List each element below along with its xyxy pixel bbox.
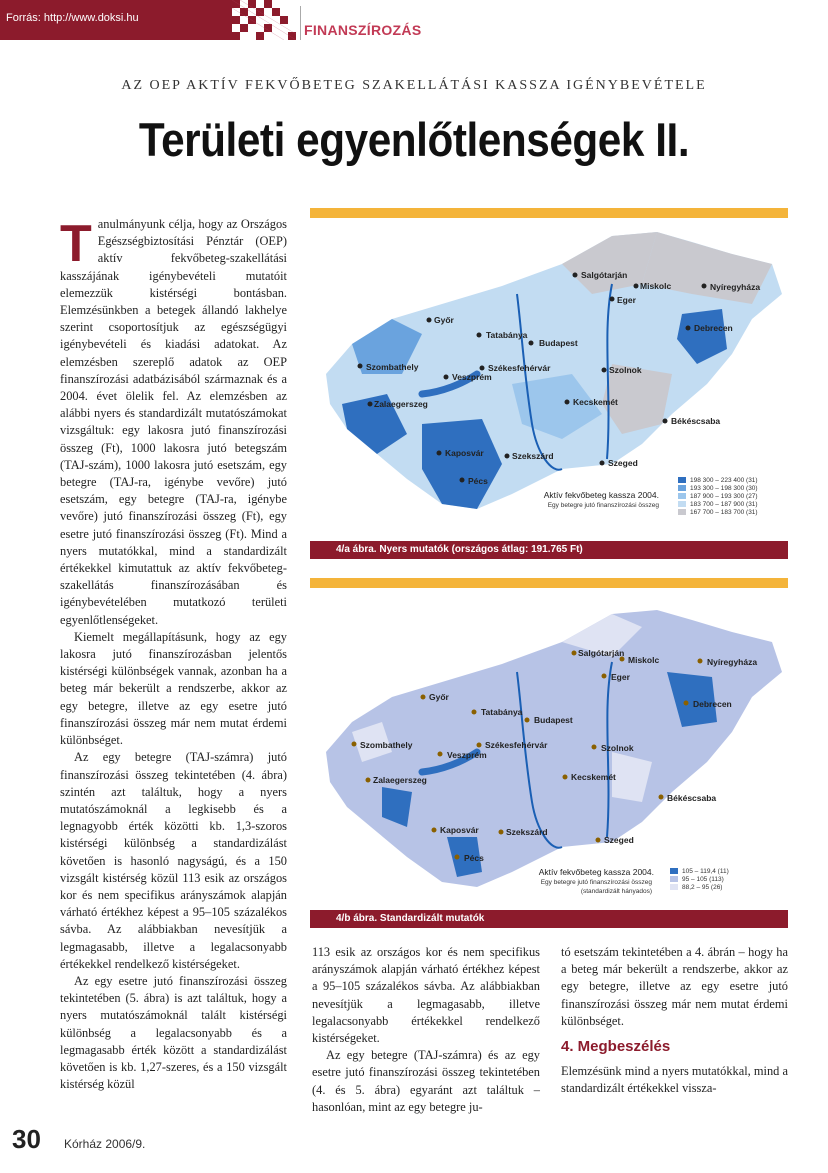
svg-text:Szeged: Szeged [608,458,638,468]
svg-text:Békéscsaba: Békéscsaba [671,416,721,426]
map-b-legend [670,868,729,891]
map-figure-b [312,602,788,900]
svg-text:Pécs: Pécs [464,853,484,863]
svg-text:Eger: Eger [611,672,630,682]
map-a-note-title: Aktív fekvőbeteg kassza 2004. [543,490,659,500]
svg-text:Kecskemét: Kecskemét [571,772,616,782]
source-label: Forrás: http://www.doksi.hu [6,12,139,24]
paragraph-continued: 113 esik az országos kor és nem specifikus arányszámok alapján várható értékhez képest a 95–105 százalékos sávba. Az alábbiakban nevesítjük a legmagasabb, illetve legalacsonyabb értékekkel rendelkező kistérségeket. [312,945,540,1046]
paragraph-per-case: Az egy esetre jutó finanszírozási összeg tekintetében (5. ábra) is azt találtuk, hogy a nyers mutatószámoknál talált kistérségi különbség a legalacsonyabb és a legmagasabb érték között a standardizálást követően is kb. 1,27-szeres, és a 150 vizsgált kistérség közül [60,973,287,1092]
paragraph-conclusion: tó esetszám tekintetében a 4. ábrán – hogy ha a beteg már bekerült a rendszerbe, akkor az egy betegre, illetve az egy esetre jutó finanszírozási összeg már nem mutat érdemi különbséget. [561,945,788,1028]
svg-text:Salgótarján: Salgótarján [581,270,628,280]
magazine-name: Kórház 2006/9. [64,1137,146,1151]
header-divider [300,6,301,40]
svg-text:Veszprém: Veszprém [447,750,487,760]
svg-text:Székesfehérvár: Székesfehérvár [488,363,551,373]
svg-text:193 300 – 198 300 (30): 193 300 – 198 300 (30) [690,485,758,492]
svg-text:Szombathely: Szombathely [366,362,419,372]
svg-text:Szombathely: Szombathely [360,740,413,750]
svg-text:Győr: Győr [429,692,449,702]
svg-text:88,2 – 95 (26): 88,2 – 95 (26) [682,884,723,891]
paragraph-intro: anulmányunk célja, hogy az Országos Egészségbiztosítási Pénztár (OEP) aktív fekvőbeteg-szakellátási kasszájának igénybevételi mutatóit elemezzük kistérségi bontásban. Elemzésünkben a betegek állandó lakhelye szerint csoportosítjuk az egészségügyi igénybevételi és kiadási adatokat. Az elemzésben szereplő adatok az OEP finanszírozási adatbázisából származnak és a 2004. évet ölelik fel. Az elemzésben az alábbi nyers és standardizált mutatószámokat vizsgáltuk: egy lakosra jutó finanszírozási összeg (Ft), 1000 lakosra jutó betegszám (TAJ-szám), 1000 lakosra jutó esetszám, egy betegre (TAJ-ra, igénybe vevőre) jutó esetszám, egy betegre (TAJ-ra, igénybe vevőre) jutó finanszírozási összeg (Ft), egy esetre jutó finanszírozási összeg (Ft). Mind a nyers mutatókkal, mind a standardizált értékekkel kimutattuk az aktív fekvőbeteg-szakellátás finanszírozásában és igénybevételében mutatkozó területi egyenlőtlenségeket. [60,217,287,627]
svg-text:Győr: Győr [434,315,454,325]
article-title: Területi egyenlőtlenségek II. [138,113,690,166]
text-column-middle [312,944,540,1116]
svg-text:187 900 – 193 300 (27): 187 900 – 193 300 (27) [690,493,758,500]
svg-text:Szolnok: Szolnok [609,365,642,375]
svg-text:Tatabánya: Tatabánya [481,707,523,717]
svg-text:Eger: Eger [617,295,636,305]
svg-text:Székesfehérvár: Székesfehérvár [485,740,548,750]
figure-a-topbar [310,208,788,218]
svg-text:Szeged: Szeged [604,835,634,845]
svg-text:Veszprém: Veszprém [452,372,492,382]
drop-cap: T [60,215,92,273]
svg-text:Nyíregyháza: Nyíregyháza [707,657,758,667]
paragraph-combined: Az egy betegre (TAJ-számra) és az egy esetre jutó finanszírozási összeg tekintetében (4. és 5. ábra) egyaránt azt találtuk – hasonlóan, mint az egy betegre ju- [312,1048,540,1114]
section-label: FINANSZÍROZÁS [304,22,422,38]
svg-text:Nyíregyháza: Nyíregyháza [710,282,761,292]
svg-text:Budapest: Budapest [534,715,573,725]
svg-text:Salgótarján: Salgótarján [578,648,625,658]
map-b-note-title: Aktív fekvőbeteg kassza 2004. [538,867,654,877]
figure-a-caption: 4/a ábra. Nyers mutatók (országos átlag: 191.765 Ft) [310,541,788,559]
figure-b-caption: 4/b ábra. Standardizált mutatók [310,910,788,928]
page-number: 30 [12,1124,41,1154]
svg-text:Tatabánya: Tatabánya [486,330,528,340]
map-b-note-subtitle: Egy betegre jutó finanszírozási összeg [540,879,652,886]
svg-text:Budapest: Budapest [539,338,578,348]
svg-text:95 – 105 (113): 95 – 105 (113) [682,876,724,883]
map-a-note-subtitle: Egy betegre jutó finanszírozási összeg [547,502,659,509]
map-figure-a [312,224,788,534]
svg-text:183 700 – 187 900 (31): 183 700 – 187 900 (31) [690,501,758,508]
svg-text:105 – 119,4 (11): 105 – 119,4 (11) [682,868,729,875]
paragraph-finding: Kiemelt megállapításunk, hogy az egy lakosra jutó finanszírozásban jelentős kistérségi különbségek vannak, azonban ha a beteg már bekerült a rendszerbe, akkor az egy betegre, illetve az egy esetre jutó finanszírozási összeg már nem mutat érdemi különbséget. [60,629,287,748]
svg-text:Szekszárd: Szekszárd [506,827,548,837]
section-heading-discussion: 4. Megbeszélés [561,1038,671,1056]
text-column-right [561,944,788,1097]
svg-text:Zalaegerszeg: Zalaegerszeg [373,775,427,785]
article-kicker: AZ OEP AKTÍV FEKVŐBETEG SZAKELLÁTÁSI KASSZA IGÉNYBEVÉTELE [121,78,707,93]
svg-text:Debrecen: Debrecen [694,323,733,333]
map-a-legend [678,477,758,516]
svg-text:198 300 – 223 400 (31): 198 300 – 223 400 (31) [690,477,758,484]
paragraph-discussion: Elemzésünk mind a nyers mutatókkal, mind a standardizált értékekkel vissza- [561,1064,788,1096]
svg-text:Miskolc: Miskolc [628,655,660,665]
svg-text:Miskolc: Miskolc [640,281,672,291]
svg-text:Zalaegerszeg: Zalaegerszeg [374,399,428,409]
figure-b-topbar [310,578,788,588]
header-bar [0,0,232,40]
paragraph-per-patient: Az egy betegre (TAJ-számra) jutó finanszírozási összeg tekintetében (4. ábra) szintén azt találtuk, hogy a nyers mutatószámoknál a legkisebb és a legnagyobb érték közötti kb. 1,3-szoros kistérségi különbség a standardizálást követően is hasonló nagyságú, és a 150 vizsgált kistérség közül 113 esik az országos kor és nem specifikus arányszámok alapján várható értékhez képest a 95–105 százalékos sávba. Az alábbiakban nevesítjük a legmagasabb, illetve a legalacsonyabb értékekkel rendelkező kistérségeket. [60,750,287,971]
map-b-note-std: (standardizált hányados) [580,888,652,895]
svg-text:Szolnok: Szolnok [601,743,634,753]
text-column-left [60,216,287,1093]
svg-text:Kecskemét: Kecskemét [573,397,618,407]
svg-text:Debrecen: Debrecen [693,699,732,709]
svg-text:Szekszárd: Szekszárd [512,451,554,461]
svg-text:Pécs: Pécs [468,476,488,486]
svg-text:Kaposvár: Kaposvár [440,825,479,835]
svg-text:167 700 – 183 700 (31): 167 700 – 183 700 (31) [690,509,758,516]
header-pattern [232,0,296,40]
svg-text:Kaposvár: Kaposvár [445,448,484,458]
svg-text:Békéscsaba: Békéscsaba [667,793,717,803]
